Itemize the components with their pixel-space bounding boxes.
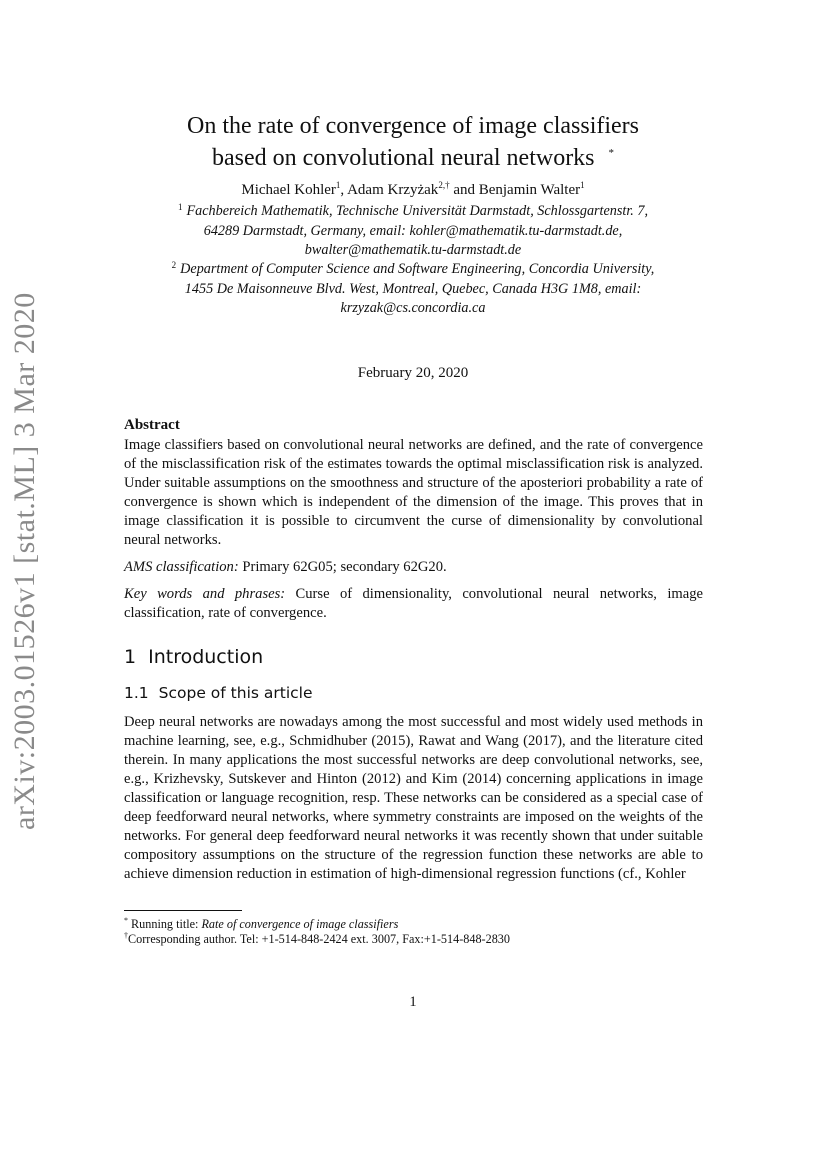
footnote-corresponding-author: †Corresponding author. Tel: +1-514-848-2424 ext. 3007, Fax:+1-514-848-2830 xyxy=(124,931,510,947)
arxiv-identifier: arXiv:2003.01526v1 [stat.ML] 3 Mar 2020 xyxy=(8,292,41,830)
author-krzyzak: , Adam Krzyżak xyxy=(340,182,439,198)
footnote-running-title: * Running title: Rate of convergence of image classifiers xyxy=(124,916,399,932)
keywords: Key words and phrases: Curse of dimensionality, convolutional neural networks, image classification, rate of convergence. xyxy=(124,586,703,621)
introduction-paragraph: Deep neural networks are nowadays among the most successful and most widely used methods in machine learning, see, e.g., Schmidhuber (2015), Rawat and Wang (2017), and the literature cited therein. In many applications the most successful networks are deep convolutional networks, see, e.g., Krizhevsky, Sutskever and Hinton (2012) and Kim (2014) concerning applications in image classification or language recognition, resp. These networks can be considered as a special case of deep feedforward neural networks, where symmetry constraints are imposed on the weights of the networks. For general deep feedforward neural networks it was recently shown that under suitable compository assumptions on the structure of the regression function these networks are able to achieve dimension reduction in estimation of high-dimensional regression functions (cf., Kohler xyxy=(124,714,703,882)
author-kohler: Michael Kohler xyxy=(241,182,336,198)
section-heading-introduction: 1 Introduction xyxy=(124,646,264,668)
affiliation-1: $^1$ Fachbereich Mathematik, Technische Universität Darmstadt, Schlossgartenstr. 7, 64289 Darmstadt, Germany, email: kohler@mathematik.tu-darmstadt.de, bwalter@mathematik.tu-darmstadt.de xyxy=(177,202,649,258)
affiliation-2: $^2$ Department of Computer Science and Software Engineering, Concordia University, 1455 De Maisonneuve Blvd. West, Montreal, Quebec, Canada H3G 1M8, email: krzyzak@cs.concordia.ca xyxy=(171,260,655,316)
abstract-text: Image classifiers based on convolutional neural networks are defined, and the rate of convergence of the misclassification risk of the estimates towards the optimal misclassification risk is analyzed. Under suitable assumptions on the smoothness and structure of the aposteriori probability a rate of convergence is shown which is independent of the dimension of the image. This proves that in image classification it is possible to circumvent the curse of dimensionality by convolutional neural networks. xyxy=(124,437,703,548)
ams-classification: AMS classification: Primary 62G05; secondary 62G20. xyxy=(124,559,447,575)
paper-date: February 20, 2020 xyxy=(357,365,469,381)
footnote-rule xyxy=(124,910,242,911)
title-line-1: On the rate of convergence of image classifiers xyxy=(186,113,640,139)
author-walter: and Benjamin Walter xyxy=(449,182,581,198)
title-line-2: based on convolutional neural networks * xyxy=(211,145,615,171)
abstract-heading: Abstract xyxy=(124,417,180,433)
page-number: 1 xyxy=(409,994,417,1010)
paper-title xyxy=(100,113,726,172)
author-list: Michael Kohler$^1$, Adam Krzyżak$^{2,\dagger}$ and Benjamin Walter$^1$ xyxy=(241,180,585,198)
title-footnote-mark: * xyxy=(608,147,615,159)
subsection-heading-scope: 1.1 Scope of this article xyxy=(124,684,313,702)
